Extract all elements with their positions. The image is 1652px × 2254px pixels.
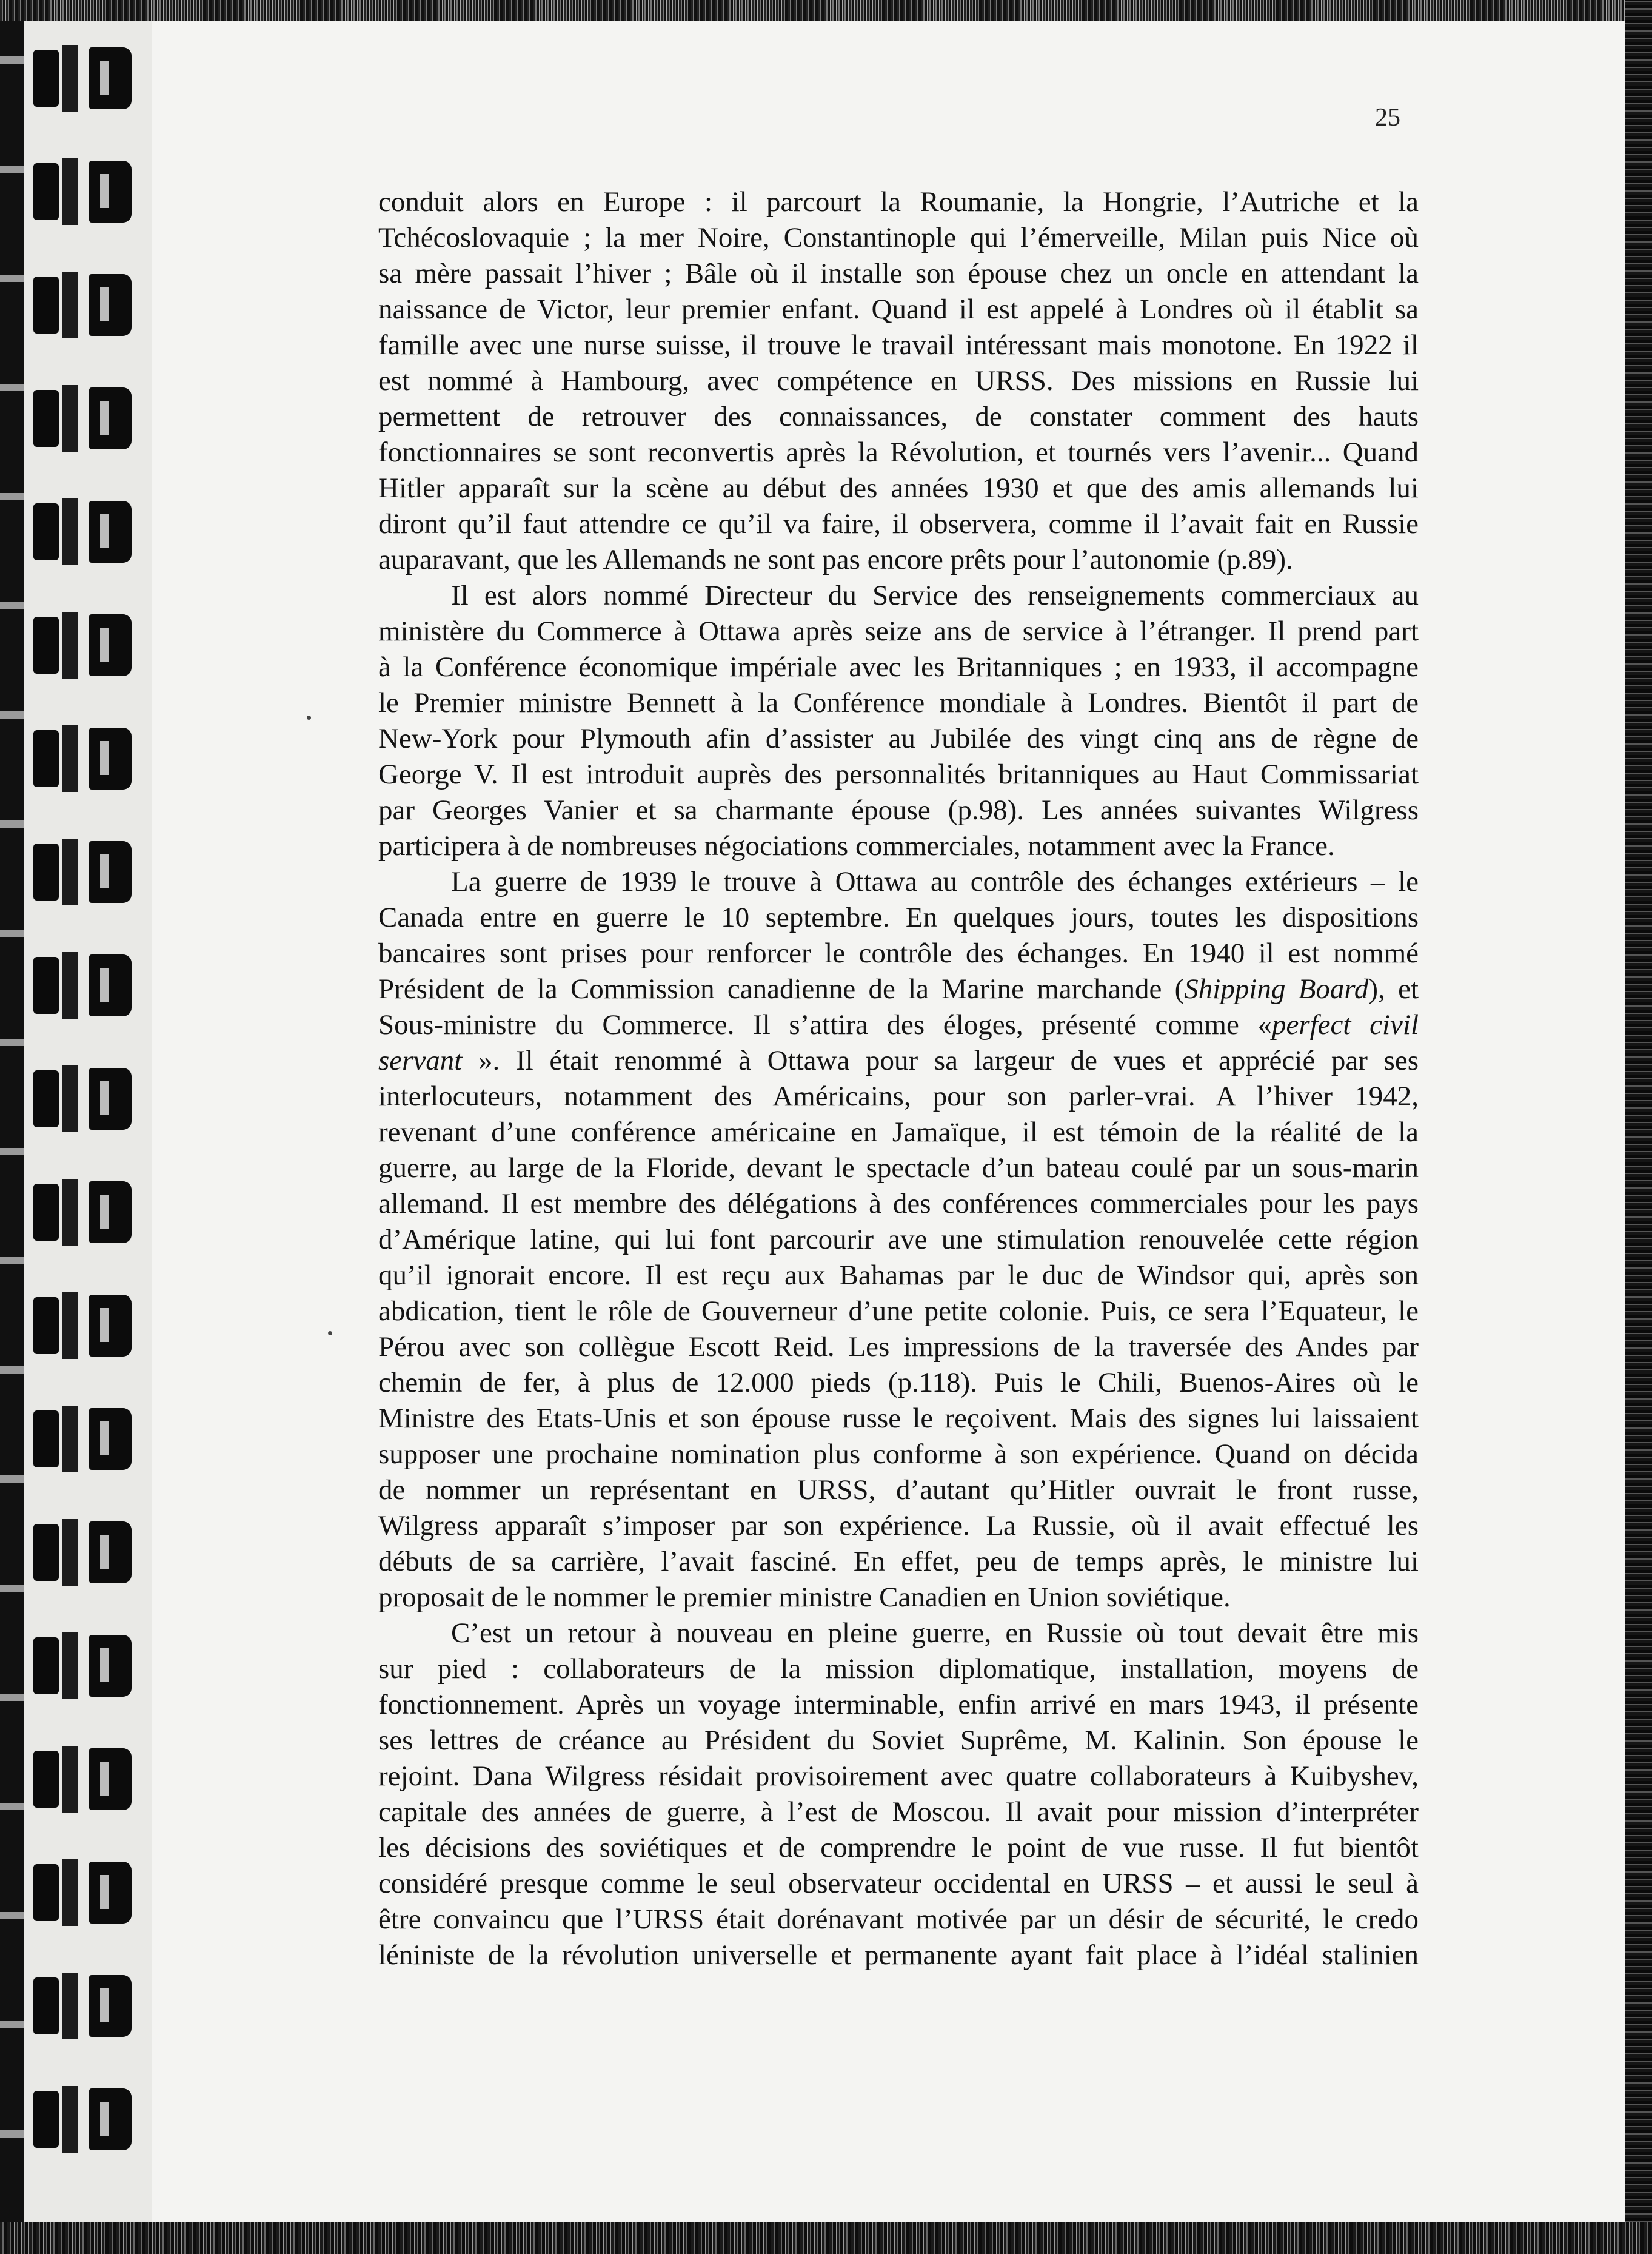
text-italic: Shipping Board	[1184, 973, 1369, 1005]
text-line-mixed	[378, 971, 1419, 1007]
binding-ring	[33, 1406, 136, 1472]
text-line: de nommer un représentant en URSS, d’autant qu’Hitler ouvrait le front russe,	[378, 1474, 1419, 1506]
text-line: Ministre des Etats-Unis et son épouse russe le reçoivent. Mais des signes lui laissaient	[378, 1403, 1419, 1434]
text-fragment: ». Il était renommé à Ottawa pour sa largeur de vues et apprécié par ses	[462, 1045, 1419, 1076]
binding-ring	[33, 725, 136, 792]
text-line-mixed	[378, 1007, 1419, 1043]
binding-ring	[33, 1179, 136, 1246]
text-line: Tchécoslovaquie ; la mer Noire, Constantinople qui l’émerveille, Milan puis Nice où	[378, 222, 1419, 253]
text-line: Il est alors nommé Directeur du Service des renseignements commerciaux au	[451, 580, 1419, 611]
text-line: par Georges Vanier et sa charmante épouse (p.98). Les années suivantes Wilgress	[378, 794, 1419, 826]
text-line: capitale des années de guerre, à l’est de Moscou. Il avait pour mission d’interpréter	[378, 1796, 1419, 1828]
text-line: famille avec une nurse suisse, il trouve le travail intéressant mais monotone. En 1922 il	[378, 329, 1419, 361]
text-line: d’Amérique latine, qui lui font parcourir ave une stimulation renouvelée cette région	[378, 1224, 1419, 1255]
text-italic: servant	[378, 1045, 463, 1076]
text-line: revenant d’une conférence américaine en Jamaïque, il est témoin de la réalité de la	[378, 1116, 1419, 1148]
binding-ring	[33, 385, 136, 452]
text-line: fonctionnement. Après un voyage interminable, enfin arrivé en mars 1943, il présente	[378, 1689, 1419, 1720]
text-fragment: ), et	[1368, 973, 1419, 1005]
text-line: proposait de le nommer le premier ministre Canadien en Union soviétique.	[378, 1581, 1231, 1613]
text-line: La guerre de 1939 le trouve à Ottawa au contrôle des échanges extérieurs – le	[451, 866, 1419, 897]
scan-border-top	[0, 0, 1652, 21]
text-line: New-York pour Plymouth afin d’assister au Jubilée des vingt cinq ans de règne de	[378, 723, 1419, 754]
text-line: allemand. Il est membre des délégations à des conférences commerciales pour les pays	[378, 1188, 1419, 1219]
text-line: est nommé à Hambourg, avec compétence en URSS. Des missions en Russie lui	[378, 365, 1419, 397]
text-line: naissance de Victor, leur premier enfant. Quand il est appelé à Londres où il établit sa	[378, 293, 1419, 325]
text-line: qu’il ignorait encore. Il est reçu aux Bahamas par le duc de Windsor qui, après son	[378, 1259, 1419, 1291]
scan-speck	[307, 716, 311, 720]
binding-ring	[33, 272, 136, 338]
body-text	[378, 184, 1419, 1973]
binding-ring	[33, 1859, 136, 1926]
text-line: considéré presque comme le seul observateur occidental en URSS – et aussi le seul à	[378, 1868, 1419, 1899]
text-line: Canada entre en guerre le 10 septembre. En quelques jours, toutes les dispositions	[378, 902, 1419, 933]
text-line: Wilgress apparaît s’imposer par son expérience. La Russie, où il avait effectué les	[378, 1510, 1419, 1541]
text-line: être convaincu que l’URSS était dorénavant motivée par un désir de sécurité, le credo	[378, 1903, 1419, 1935]
text-fragment: Président de la Commission canadienne de la Marine marchande (	[378, 973, 1185, 1005]
text-line: interlocuteurs, notamment des Américains, pour son parler-vrai. A l’hiver 1942,	[378, 1081, 1419, 1112]
text-line: ministère du Commerce à Ottawa après seize ans de service à l’étranger. Il prend part	[378, 615, 1419, 647]
text-line: permettent de retrouver des connaissances, de constater comment des hauts	[378, 401, 1419, 432]
text-line: sa mère passait l’hiver ; Bâle où il installe son épouse chez un oncle en attendant la	[378, 258, 1419, 289]
binding-ring	[33, 1746, 136, 1813]
binding-ring	[33, 1632, 136, 1699]
scan-speck	[328, 1331, 332, 1335]
text-line: supposer une prochaine nomination plus conforme à son expérience. Quand on décida	[378, 1438, 1419, 1470]
binding-ring	[33, 2086, 136, 2153]
binding-ring	[33, 498, 136, 565]
text-line: Pérou avec son collègue Escott Reid. Les impressions de la traversée des Andes par	[378, 1331, 1419, 1363]
text-line: guerre, au large de la Floride, devant le spectacle d’un bateau coulé par un sous-marin	[378, 1152, 1419, 1184]
binding-ring	[33, 612, 136, 679]
text-line: bancaires sont prises pour renforcer le contrôle des échanges. En 1940 il est nommé	[378, 937, 1419, 969]
binding-ring	[33, 1973, 136, 2039]
text-line: auparavant, que les Allemands ne sont pas encore prêts pour l’autonomie (p.89).	[378, 544, 1293, 575]
spiral-binding	[0, 21, 152, 2222]
text-line: les décisions des soviétiques et de comprendre le point de vue russe. Il fut bientôt	[378, 1832, 1419, 1863]
text-line: rejoint. Dana Wilgress résidait provisoirement avec quatre collaborateurs à Kuibyshev,	[378, 1760, 1419, 1792]
text-italic: perfect civil	[1271, 1009, 1419, 1041]
text-line: C’est un retour à nouveau en pleine guerre, en Russie où tout devait être mis	[451, 1617, 1419, 1649]
binding-spine	[0, 21, 24, 2222]
text-line: ses lettres de créance au Président du Soviet Suprême, M. Kalinin. Son épouse le	[378, 1725, 1419, 1756]
text-line: diront qu’il faut attendre ce qu’il va faire, il observera, comme il l’avait fait en Russie	[378, 508, 1419, 540]
scan-border-bottom	[0, 2222, 1652, 2254]
binding-ring	[33, 1292, 136, 1359]
text-line: débuts de sa carrière, l’avait fasciné. En effet, peu de temps après, le ministre lui	[378, 1546, 1419, 1577]
text-line: le Premier ministre Bennett à la Conférence mondiale à Londres. Bientôt il part de	[378, 687, 1419, 719]
text-line: George V. Il est introduit auprès des personnalités britanniques au Haut Commissariat	[378, 759, 1419, 790]
text-line: sur pied : collaborateurs de la mission diplomatique, installation, moyens de	[378, 1653, 1419, 1685]
text-line: Hitler apparaît sur la scène au début des années 1930 et que des amis allemands lui	[378, 472, 1419, 504]
binding-ring	[33, 158, 136, 225]
page-number: 25	[1375, 104, 1400, 132]
binding-ring	[33, 952, 136, 1019]
text-line: chemin de fer, à plus de 12.000 pieds (p.118). Puis le Chili, Buenos-Aires où le	[378, 1367, 1419, 1398]
binding-ring	[33, 839, 136, 905]
scan-border-right	[1625, 0, 1652, 2254]
binding-ring	[33, 1519, 136, 1586]
binding-ring	[33, 1065, 136, 1132]
text-fragment: Sous-ministre du Commerce. Il s’attira des éloges, présenté comme «	[378, 1009, 1272, 1041]
binding-ring	[33, 45, 136, 112]
text-line: fonctionnaires se sont reconvertis après la Révolution, et tournés vers l’avenir... Quand	[378, 437, 1419, 468]
text-line-mixed	[378, 1043, 1419, 1079]
text-line: léniniste de la révolution universelle et permanente ayant fait place à l’idéal stalinien	[378, 1939, 1419, 1971]
text-line: à la Conférence économique impériale avec les Britanniques ; en 1933, il accompagne	[378, 651, 1419, 683]
text-line: conduit alors en Europe : il parcourt la Roumanie, la Hongrie, l’Autriche et la	[378, 186, 1419, 218]
text-line: abdication, tient le rôle de Gouverneur d’une petite colonie. Puis, ce sera l’Equateur, le	[378, 1295, 1419, 1327]
text-line: participera à de nombreuses négociations commerciales, notamment avec la France.	[378, 830, 1335, 862]
